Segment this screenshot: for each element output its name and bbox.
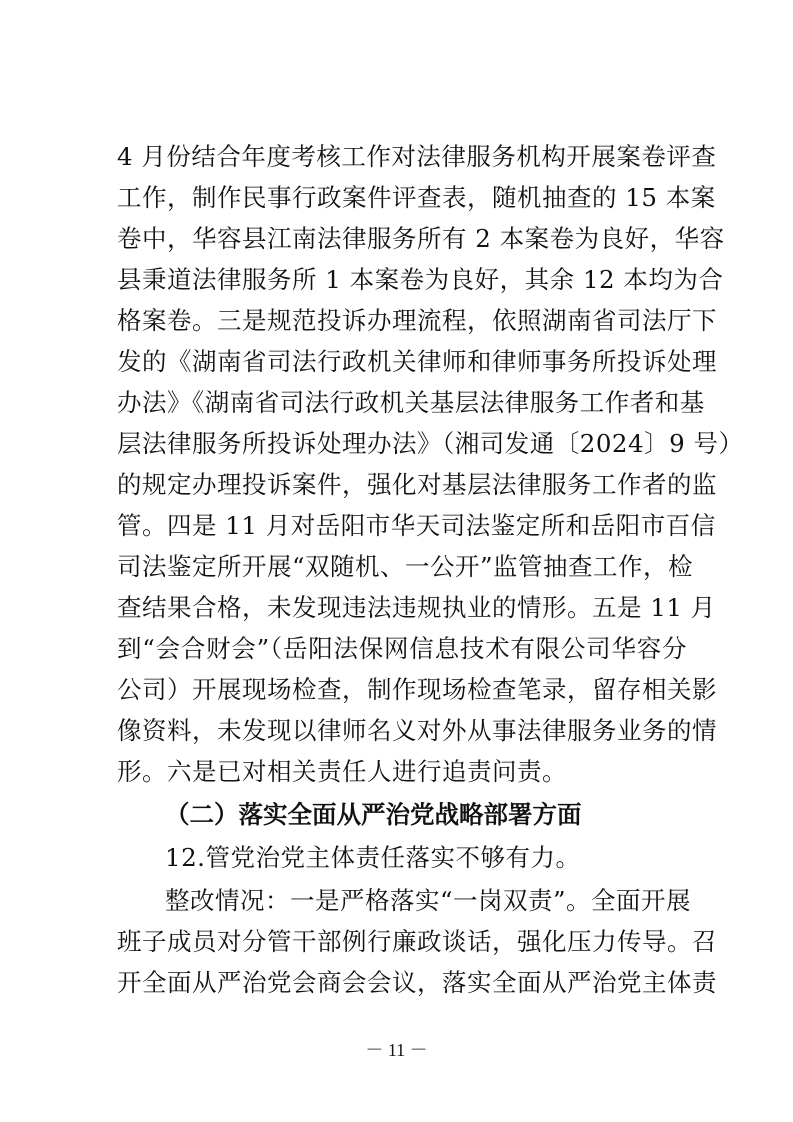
paragraph-1-line-3: 卷中，华容县江南法律服务所有 2 本案卷为良好，华容	[117, 224, 725, 253]
paragraph-2-line-2: 班子成员对分管干部例行廉政谈话，强化压力传导。召	[117, 927, 717, 956]
paragraph-1-line-5: 格案卷。三是规范投诉办理流程，依照湖南省司法厅下	[117, 306, 717, 335]
paragraph-2-line-1: 整改情况：一是严格落实“一岗双责”。全面开展	[165, 886, 692, 915]
paragraph-1-line-7: 办法》《湖南省司法行政机关基层法律服务工作者和基	[117, 388, 705, 417]
paragraph-1-line-1: 4 月份结合年度考核工作对法律服务机构开展案卷评查	[117, 142, 717, 171]
paragraph-1-line-6: 发的《湖南省司法行政机关律师和律师事务所投诉处理	[117, 347, 717, 376]
paragraph-1-line-15: 像资料，未发现以律师名义对外从事法律服务业务的情	[117, 716, 717, 745]
paragraph-1-line-14: 公司）开展现场检查，制作现场检查笔录，留存相关影	[117, 675, 717, 704]
paragraph-1-line-4: 县秉道法律服务所 1 本案卷为良好，其余 12 本均为合	[117, 265, 724, 294]
paragraph-1-line-8: 层法律服务所投诉处理办法》（湘司发通〔2024〕9 号）	[117, 429, 744, 458]
paragraph-1-line-12: 查结果合格，未发现违法违规执业的情形。五是 11 月	[117, 593, 716, 622]
paragraph-1-line-16: 形。六是已对相关责任人进行追责问责。	[117, 757, 567, 786]
paragraph-1-line-2: 工作，制作民事行政案件评查表，随机抽查的 15 本案	[117, 183, 716, 212]
paragraph-1-line-10: 管。四是 11 月对岳阳市华天司法鉴定所和岳阳市百信	[117, 511, 716, 540]
paragraph-1-line-9: 的规定办理投诉案件，强化对基层法律服务工作者的监	[117, 470, 717, 499]
section-heading: （二）落实全面从严治党战略部署方面	[165, 800, 582, 829]
page-number: － 11 －	[365, 1040, 428, 1060]
paragraph-1-line-13: 到“会合财会”（岳阳法保网信息技术有限公司华容分	[117, 634, 687, 663]
paragraph-1-line-11: 司法鉴定所开展“双随机、一公开”监管抽查工作，检	[117, 552, 694, 581]
paragraph-2-line-3: 开全面从严治党会商会会议，落实全面从严治党主体责	[117, 968, 717, 997]
item-title: 12.管党治党主体责任落实不够有力。	[165, 843, 581, 872]
